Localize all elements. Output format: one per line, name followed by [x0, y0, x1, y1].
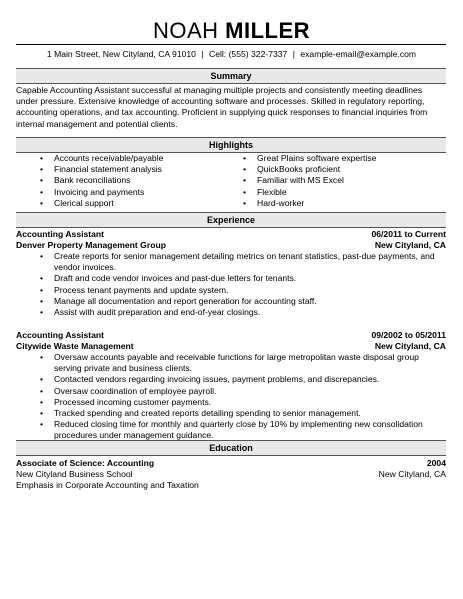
job-role: Accounting Assistant — [16, 229, 105, 239]
list-item: • QuickBooks proficient — [243, 164, 341, 175]
bullet-icon: • — [243, 186, 247, 197]
experience-title: Experience — [206, 215, 256, 225]
job-dates: 06/2011 to Current — [371, 229, 446, 239]
bullet-icon: • — [243, 164, 247, 175]
contact-separator: | — [201, 49, 204, 59]
education-degree-row — [16, 458, 446, 469]
bullet-icon: • — [40, 197, 44, 208]
bullet-icon: • — [40, 164, 44, 175]
education-school-row — [16, 469, 446, 480]
job-2-company-row — [16, 341, 446, 352]
job-dates: 09/2002 to 05/2011 — [371, 330, 446, 340]
list-item: • Manage all documentation and report generation for accounting staff. — [40, 295, 317, 306]
bullet-icon: • — [40, 186, 44, 197]
list-item: • Clerical support — [40, 197, 114, 208]
bullet-icon: • — [40, 419, 44, 430]
bullet-icon: • — [243, 197, 247, 208]
bullet-icon: • — [40, 295, 44, 306]
education-title: Education — [209, 443, 253, 453]
list-item: • Reduced closing time for monthly and quarterly close by 10% by implementing new consolidation procedures under management guidance. — [40, 419, 423, 441]
contact-separator: | — [292, 49, 295, 59]
list-item: • Contacted vendors regarding invoicing issues, payment problems, and discrepancies. — [40, 374, 380, 385]
job-1-duties — [38, 251, 443, 318]
job-location: New Cityland, CA — [374, 341, 446, 351]
bullet-icon: • — [40, 307, 44, 318]
bullet-icon: • — [40, 153, 44, 163]
address: 1 Main Street, New Cityland, CA 91010 — [46, 49, 196, 59]
list-item: • Familiar with MS Excel — [243, 175, 344, 186]
email-link[interactable]: example-email@example.com — [300, 49, 417, 59]
job-company: Citywide Waste Management — [16, 341, 134, 351]
highlights-right-list — [241, 153, 441, 209]
bullet-icon: • — [40, 284, 44, 295]
header-divider — [16, 44, 446, 45]
bullet-icon: • — [40, 352, 44, 362]
list-item: • Process tenant payments and update system. — [40, 284, 229, 295]
first-name: NOAH — [152, 18, 219, 43]
list-item: • Financial statement analysis — [40, 164, 162, 175]
job-1-title-row — [16, 229, 446, 240]
bullet-icon: • — [243, 175, 247, 186]
degree: Associate of Science: Accounting — [16, 458, 155, 468]
list-item: • Invoicing and payments — [40, 186, 145, 197]
education-header — [16, 440, 446, 456]
list-item: • Draft and code vendor invoices and past-due letters for tenants. — [40, 273, 297, 284]
contact-line — [0, 49, 463, 59]
job-2-title-row — [16, 330, 446, 341]
highlights-title: Highlights — [209, 140, 253, 150]
job-2-duties — [38, 352, 443, 453]
candidate-name — [0, 18, 463, 44]
education-emphasis-row — [16, 480, 446, 491]
emphasis: Emphasis in Corporate Accounting and Taxation — [16, 480, 199, 490]
list-item: • Processed incoming customer payments. — [40, 396, 212, 407]
job-1-company-row — [16, 240, 446, 251]
job-role: Accounting Assistant — [16, 330, 105, 340]
job-location: New Cityland, CA — [374, 240, 446, 250]
experience-header — [16, 212, 446, 228]
bullet-icon: • — [243, 153, 247, 163]
summary-header — [16, 68, 446, 84]
list-item: • Accounts receivable/payable — [40, 153, 164, 163]
summary-title: Summary — [210, 71, 252, 81]
highlights-header — [16, 137, 446, 153]
list-item: • Great Plains software expertise — [243, 153, 377, 163]
bullet-icon: • — [40, 374, 44, 385]
last-name: MILLER — [225, 18, 311, 43]
bullet-icon: • — [40, 251, 44, 261]
list-item: • Tracked spending and created reports detailing spending to senior management. — [40, 408, 361, 419]
list-item: • Assist with audit preparation and end-of-year closings. — [40, 307, 261, 318]
bullet-icon: • — [40, 385, 44, 396]
list-item: • Create reports for senior management detailing metrics on tenant statistics, past-due payments, and vendor invoices. — [40, 251, 435, 273]
graduation-year: 2004 — [426, 458, 446, 468]
phone: Cell: (555) 322-7337 — [208, 49, 288, 59]
list-item: • Oversaw accounts payable and receivable functions for large metropolitan waste disposal group serving private and business clients. — [40, 352, 419, 374]
job-company: Denver Property Management Group — [16, 240, 166, 250]
bullet-icon: • — [40, 175, 44, 186]
highlights-left-list — [38, 153, 228, 209]
list-item: • Hard-worker — [243, 197, 305, 208]
school-name: New Cityland Business School — [16, 469, 133, 479]
list-item: • Flexible — [243, 186, 287, 197]
bullet-icon: • — [40, 408, 44, 419]
bullet-icon: • — [40, 273, 44, 284]
bullet-icon: • — [40, 396, 44, 407]
list-item: • Bank reconciliations — [40, 175, 131, 186]
list-item: • Oversaw coordination of employee payroll. — [40, 385, 217, 396]
school-location: New Cityland, CA — [378, 469, 446, 479]
summary-text: Capable Accounting Assistant successful at managing multiple projects and consistently meeting deadlines under pressure. Extensive knowledge of accounting software and processes. Skilled in regulatory reporting, accounting operations, and tax accounting. Proficient in supplying quick responses to financial inquiries from internal management and potential clients. — [16, 85, 428, 129]
